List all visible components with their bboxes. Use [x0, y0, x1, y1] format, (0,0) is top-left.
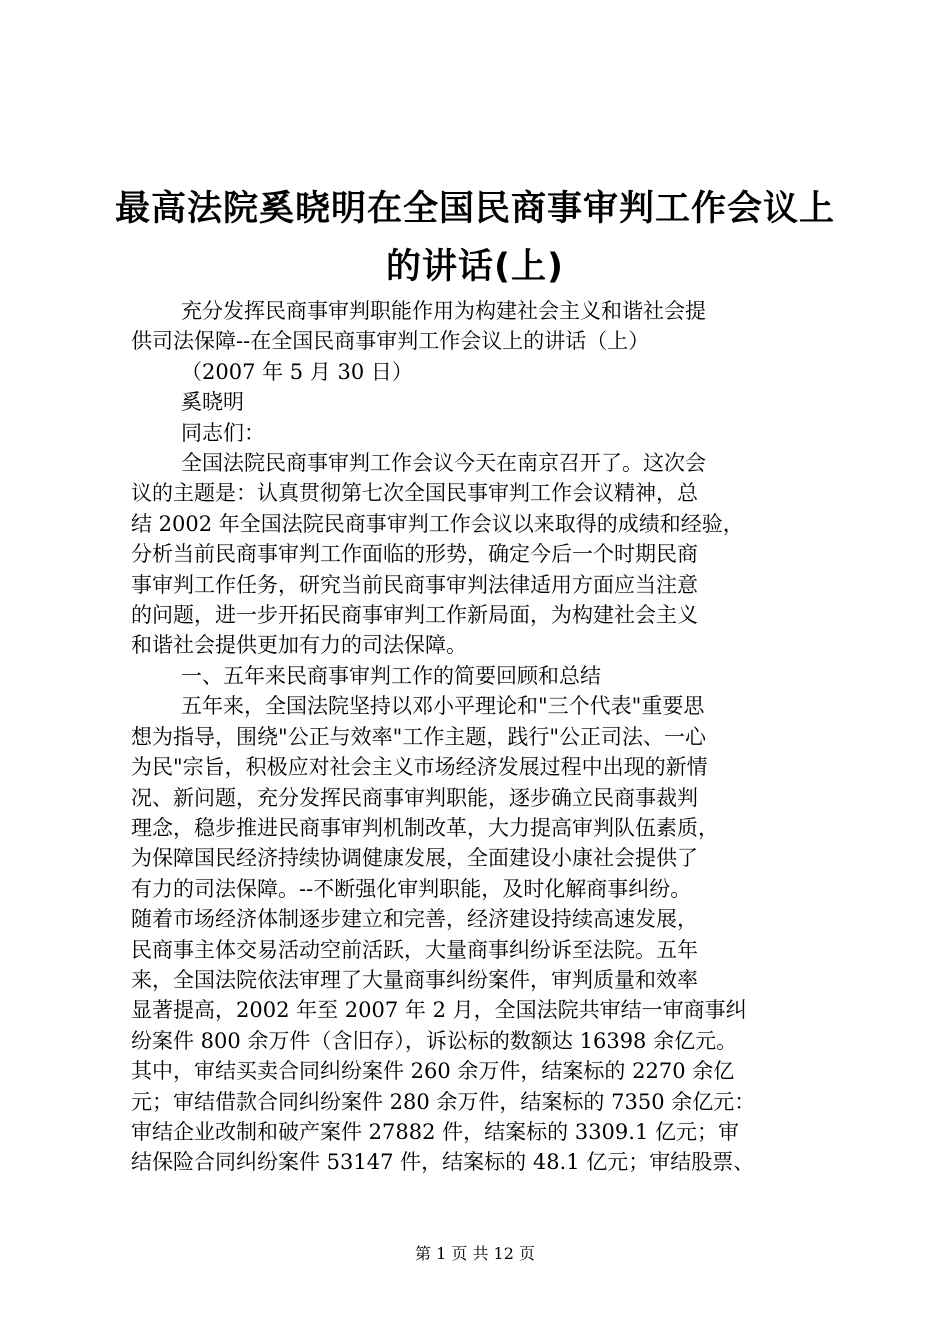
body-line: 为保障国民经济持续协调健康发展，全面建设小康社会提供了 — [131, 846, 698, 871]
body-line: 纷案件 800 余万件（含旧存），诉讼标的数额达 16398 余亿元。 — [131, 1028, 738, 1053]
body-line: 结保险合同纠纷案件 53147 件，结案标的 48.1 亿元；审结股票、 — [131, 1150, 755, 1175]
document-body — [131, 296, 831, 1178]
body-line: 来，全国法院依法审理了大量商事纠纷案件，审判质量和效率 — [131, 967, 698, 992]
body-line: 奚晓明 — [181, 390, 244, 415]
body-line: 元；审结借款合同纠纷案件 280 余万件，结案标的 7350 余亿元： — [131, 1089, 756, 1114]
body-line: （2007 年 5 月 30 日） — [181, 359, 413, 384]
body-line: 一、五年来民商事审判工作的简要回顾和总结 — [181, 663, 601, 688]
body-line: 议的主题是：认真贯彻第七次全国民事审判工作会议精神，总 — [131, 481, 698, 506]
body-line: 民商事主体交易活动空前活跃，大量商事纠纷诉至法院。五年 — [131, 937, 698, 962]
body-line: 想为指导，围绕"公正与效率"工作主题，践行"公正司法、一心 — [131, 724, 706, 749]
body-line: 充分发挥民商事审判职能作用为构建社会主义和谐社会提 — [181, 299, 706, 323]
body-line: 况、新问题，充分发挥民商事审判职能，逐步确立民商事裁判 — [131, 785, 698, 810]
body-line: 随着市场经济体制逐步建立和完善，经济建设持续高速发展， — [131, 907, 698, 932]
document-title — [100, 180, 850, 296]
body-line: 显著提高，2002 年至 2007 年 2 月，全国法院共审结一审商事纠 — [131, 998, 747, 1023]
body-line: 理念，稳步推进民商事审判机制改革，大力提高审判队伍素质， — [131, 815, 719, 840]
body-line: 其中，审结买卖合同纠纷案件 260 余万件，结案标的 2270 余亿 — [131, 1059, 735, 1084]
body-line: 供司法保障--在全国民商事审判工作会议上的讲话（上） — [131, 329, 650, 354]
body-line: 审结企业改制和破产案件 27882 件，结案标的 3309.1 亿元；审 — [131, 1119, 739, 1144]
body-line: 全国法院民商事审判工作会议今天在南京召开了。这次会 — [181, 451, 706, 476]
body-line: 为民"宗旨，积极应对社会主义市场经济发展过程中出现的新情 — [131, 755, 708, 780]
body-line: 五年来，全国法院坚持以邓小平理论和"三个代表"重要思 — [181, 694, 705, 719]
body-line: 有力的司法保障。--不断强化审判职能，及时化解商事纠纷。 — [131, 876, 692, 901]
body-line: 的问题，进一步开拓民商事审判工作新局面，为构建社会主义 — [131, 603, 698, 628]
page-footer: 第 1 页 共 12 页 — [415, 1244, 535, 1263]
body-line: 事审判工作任务，研究当前民商事审判法律适用方面应当注意 — [131, 572, 698, 597]
title-line: 的讲话(上) — [386, 247, 564, 287]
body-line: 同志们： — [181, 420, 265, 445]
body-line: 结 2002 年全国法院民商事审判工作会议以来取得的成绩和经验， — [131, 511, 744, 536]
body-line: 和谐社会提供更加有力的司法保障。 — [131, 633, 467, 658]
body-line: 分析当前民商事审判工作面临的形势，确定今后一个时期民商 — [131, 542, 698, 567]
title-line: 最高法院奚晓明在全国民商事审判工作会议上 — [114, 189, 835, 229]
